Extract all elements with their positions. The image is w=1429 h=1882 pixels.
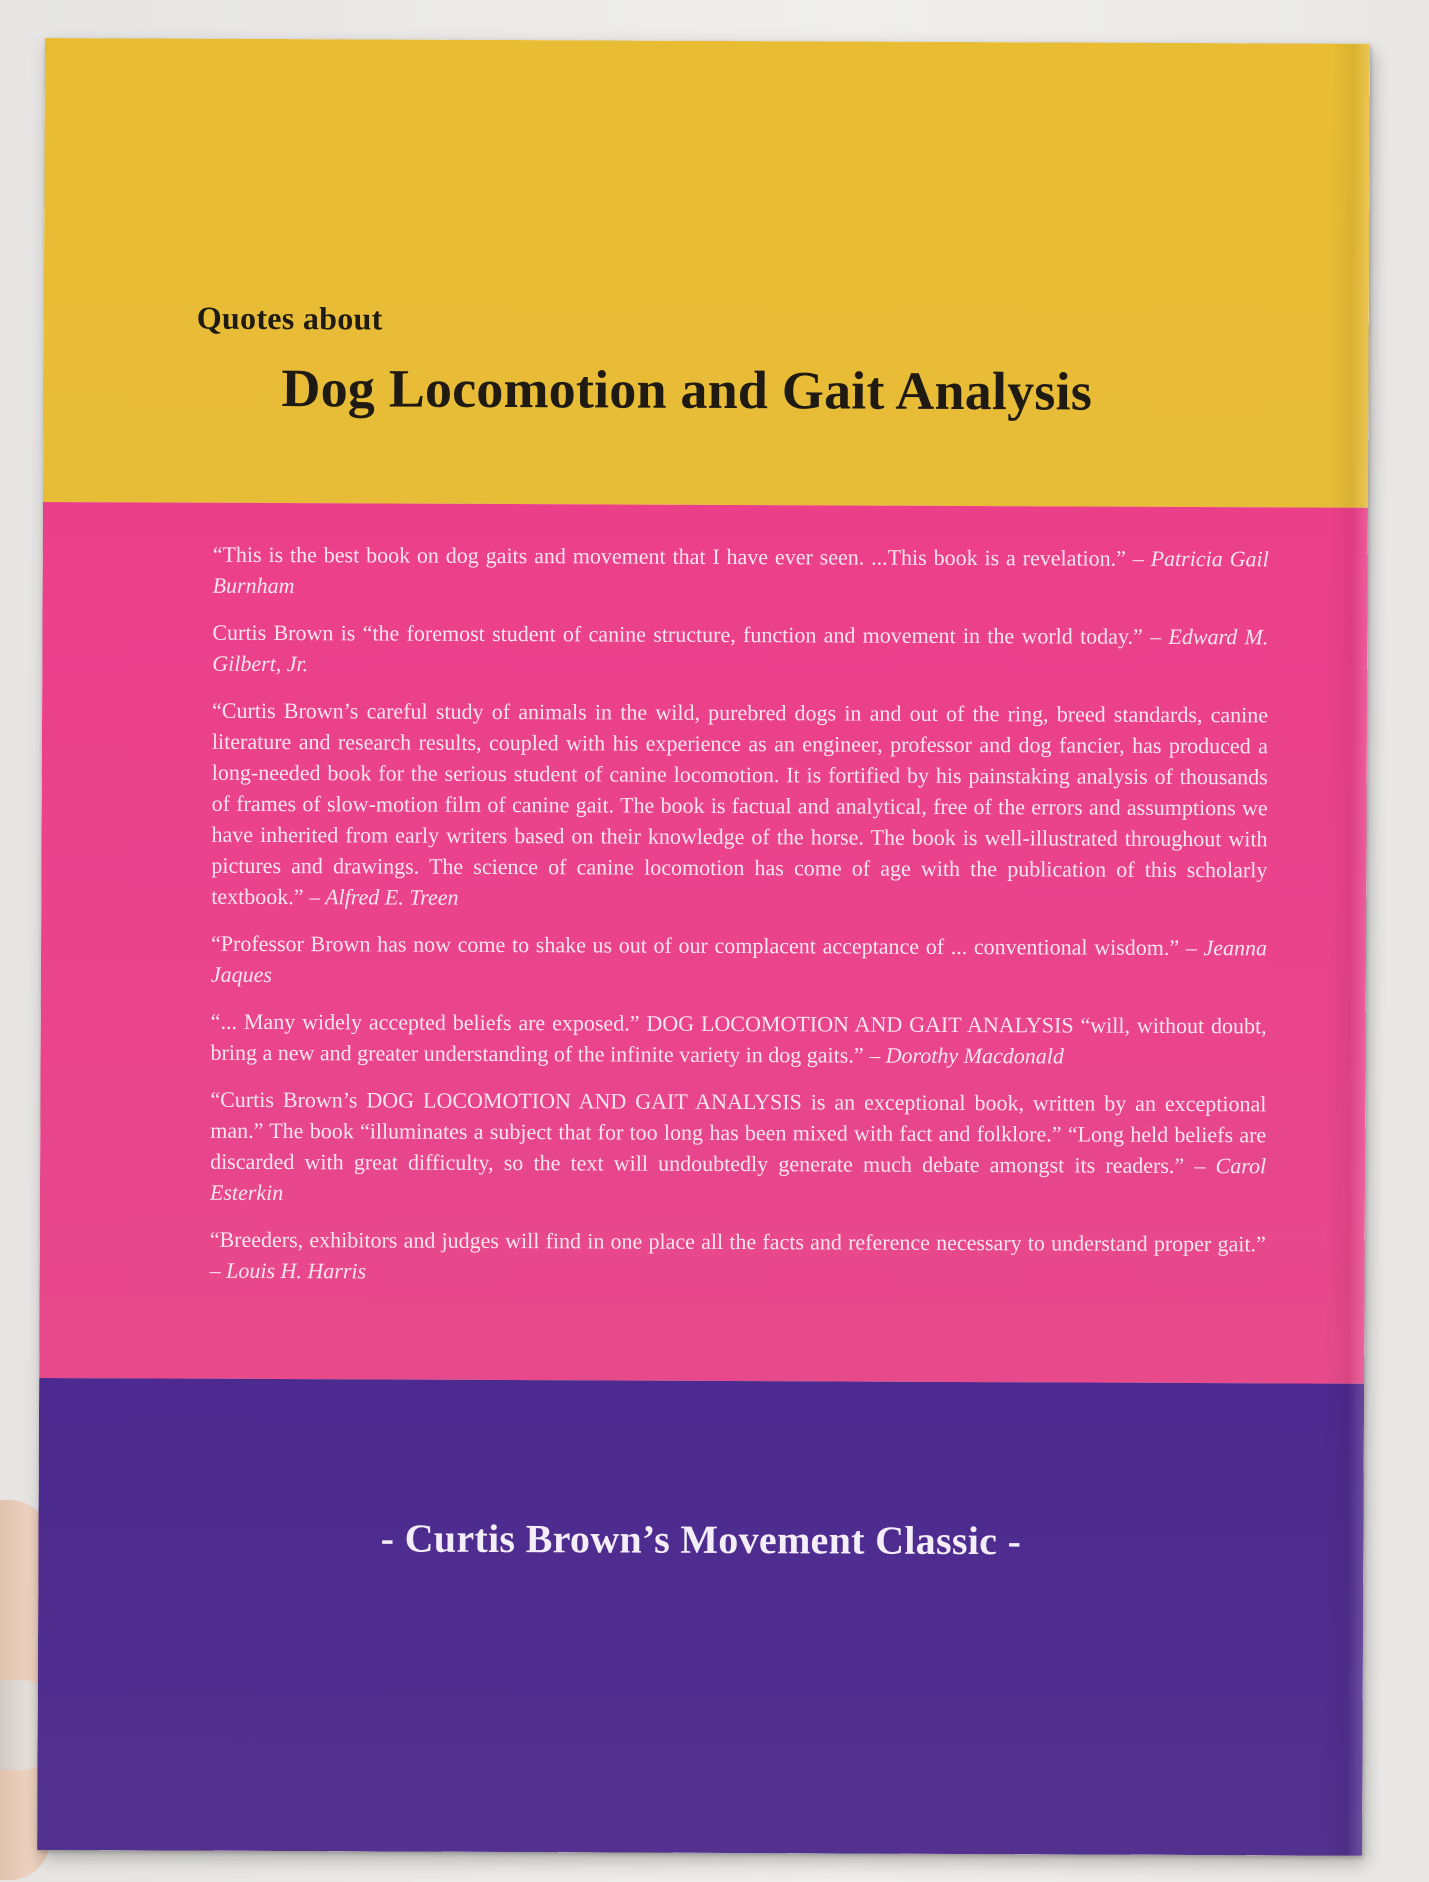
quote-author: – Jeanna Jaques: [210, 934, 1268, 987]
quote-text: “Professor Brown has now come to shake us out of our complacent acceptance of ... conventional wisdom.”: [210, 930, 1180, 960]
quote-text: “This is the best book on dog gaits and movement that I have ever seen. ...This book is a revelation.”: [212, 541, 1126, 571]
quote-5: [211, 1006, 1267, 1073]
purple-band: [37, 1378, 1364, 1856]
quote-7: [210, 1224, 1266, 1291]
quote-text: Curtis Brown is “the foremost student of canine structure, function and movement in the world today.”: [212, 619, 1143, 649]
quote-author: – Edward M. Gilbert, Jr.: [212, 623, 1269, 677]
quote-text: “Curtis Brown’s DOG LOCOMOTION AND GAIT ANALYSIS is an exceptional book, written by an exceptional man.” The book “illuminates a subject that for too long has been mixed with fact and folklore.” “Long held beliefs are discarded with great difficulty, so the text will undoubtedly generate much debate amongst its readers.”: [210, 1086, 1267, 1178]
spine-edge: [1322, 44, 1370, 1856]
book-back-cover: [37, 38, 1370, 1856]
quote-author: – Dorothy Macdonald: [869, 1042, 1064, 1069]
quotes-list: [209, 539, 1268, 1307]
yellow-band: [43, 38, 1370, 508]
quote-author: – Louis H. Harris: [209, 1257, 367, 1284]
quote-1: [213, 539, 1269, 606]
quote-text: “Curtis Brown’s careful study of animals in the wild, purebred dogs in and out of the ring, breed standards, canine literature and research results, coupled with his experience as an engineer, professor and dog fancier, has produced a long-needed book for the serious student of canine locomotion. It is fortified by his painstaking analysis of thousands of frames of slow-motion film of canine gait. The book is factual and analytical, free of the errors and assumptions we have inherited from early writers based on their knowledge of the horse. The book is well-illustrated throughout with pictures and drawings. The science of canine locomotion has come of age with the publication of this scholarly textbook.”: [211, 697, 1269, 910]
quote-text: “Breeders, exhibitors and judges will find in one place all the facts and reference necessary to understand proper gait.”: [209, 1226, 1266, 1257]
quote-2: [212, 617, 1268, 684]
cover-subtitle: Quotes about: [196, 299, 383, 337]
quote-4: [211, 928, 1267, 995]
cover-tagline: - Curtis Brown’s Movement Classic -: [380, 1515, 1022, 1564]
quote-3: [211, 695, 1268, 917]
quote-6: [210, 1084, 1267, 1213]
cover-title: Dog Locomotion and Gait Analysis: [281, 358, 1093, 422]
quote-author: – Carol Esterkin: [209, 1153, 1267, 1206]
quote-author: – Alfred E. Treen: [308, 884, 459, 910]
quote-text: “... Many widely accepted beliefs are exposed.” DOG LOCOMOTION AND GAIT ANALYSIS “will, without doubt, bring a new and greater understanding of the infinite variety in dog gaits.”: [210, 1008, 1267, 1068]
quote-author: – Patricia Gail Burnham: [212, 545, 1269, 599]
